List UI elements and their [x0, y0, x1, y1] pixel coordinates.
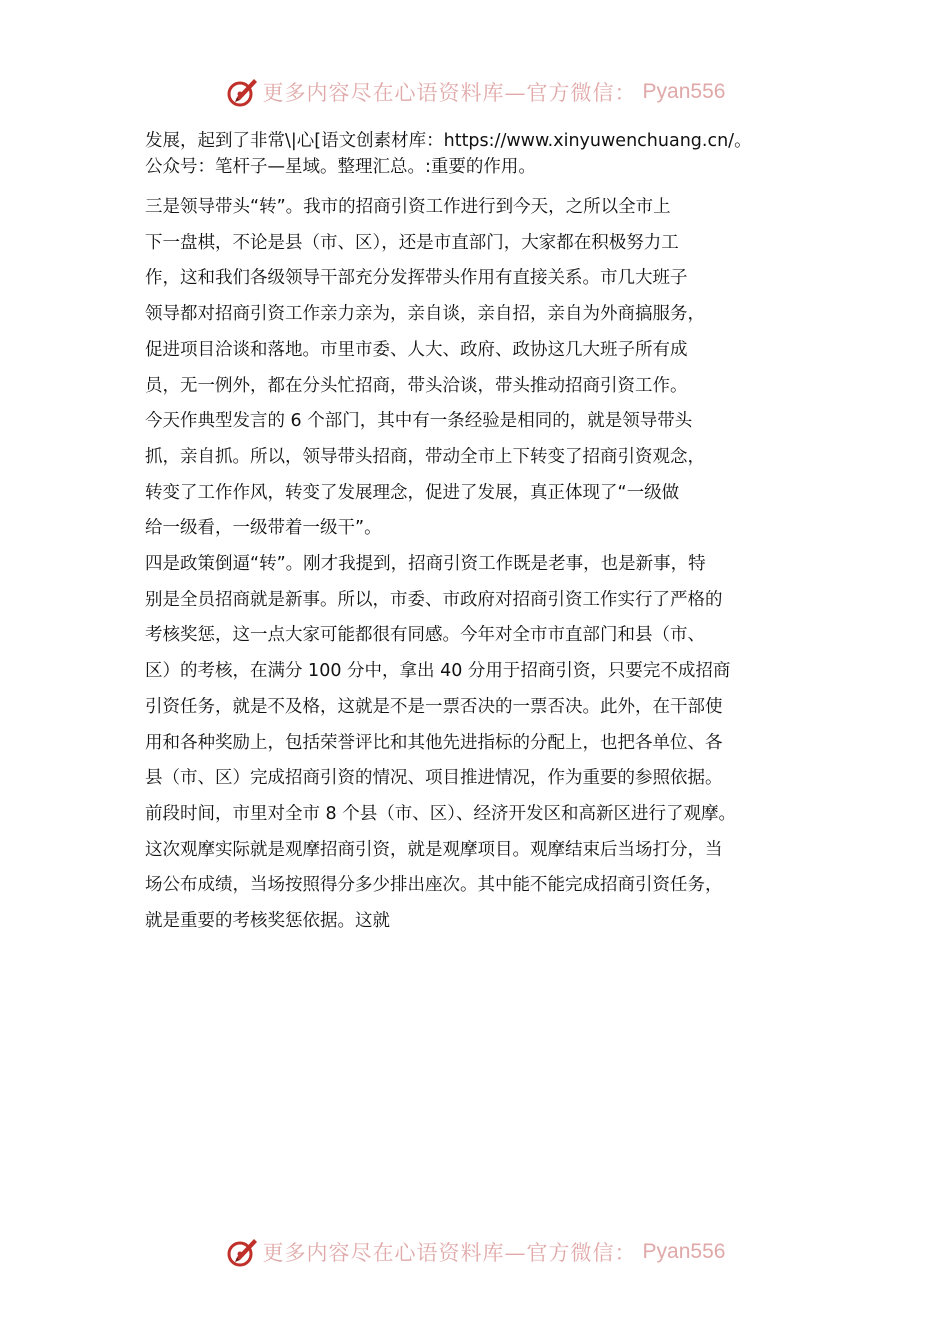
paragraph-leader-driven: [145, 190, 835, 547]
document-body: [145, 128, 835, 940]
paragraph-policy-driven: [145, 547, 835, 940]
paragraph-line: 别是全员招商就是新事。所以，市委、市政府对招商引资工作实行了严格的: [145, 589, 723, 610]
paragraph-line: 区）的考核，在满分 100 分中，拿出 40 分用于招商引资，只要完不成招商: [145, 661, 731, 682]
paragraph-line: 县（市、区）完成招商引资的情况、项目推进情况，作为重要的参照依据。: [145, 768, 723, 789]
banner-text: 更多内容尽在心语资料库—官方微信：: [262, 81, 637, 105]
intro-line: 发展，起到了非常\|心[语文创素材库：https://www.xinyuwenchuang.cn/。: [145, 131, 752, 151]
paragraph-line: 给一级看，一级带着一级干”。: [145, 518, 382, 539]
banner-wechat-id: Pyan556: [642, 1240, 726, 1263]
paragraph-line: 前段时间，市里对全市 8 个县（市、区）、经济开发区和高新区进行了观摩。: [145, 803, 737, 824]
paragraph-line: 三是领导带头“转”。我市的招商引资工作进行到今天，之所以全市上: [145, 197, 671, 217]
pen-logo-icon: [225, 75, 259, 109]
paragraph-line: 引资任务，就是不及格，这就是不是一票否决的一票否决。此外，在干部使: [145, 696, 723, 717]
paragraph-line: 四是政策倒逼“转”。刚才我提到，招商引资工作既是老事，也是新事，特: [145, 554, 706, 575]
paragraph-line: 就是重要的考核奖惩依据。这就: [145, 911, 390, 932]
paragraph-line: 促进项目洽谈和落地。市里市委、人大、政府、政协这几大班子所有成: [145, 339, 688, 360]
intro-line: 公众号：笔杆子—星域。整理汇总。:重要的作用。: [145, 157, 536, 177]
footer-banner: [0, 1228, 950, 1276]
paragraph-line: 转变了工作作风，转变了发展理念，促进了发展，真正体现了“一级做: [145, 482, 680, 503]
paragraph-line: 员，无一例外，都在分头忙招商，带头洽谈，带头推动招商引资工作。: [145, 375, 688, 396]
paragraph-line: 这次观摩实际就是观摩招商引资，就是观摩项目。观摩结束后当场打分，当: [145, 839, 723, 860]
paragraph-line: 抓，亲自抓。所以，领导带头招商，带动全市上下转变了招商引资观念，: [145, 446, 705, 467]
paragraph-line: 场公布成绩，当场按照得分多少排出座次。其中能不能完成招商引资任务，: [145, 875, 723, 896]
banner-wechat-id: Pyan556: [642, 80, 726, 103]
header-banner: [0, 68, 950, 116]
banner-text: 更多内容尽在心语资料库—官方微信：: [262, 1241, 637, 1265]
paragraph-line: 今天作典型发言的 6 个部门，其中有一条经验是相同的，就是领导带头: [145, 411, 693, 432]
paragraph-line: 下一盘棋，不论是县（市、区），还是市直部门，大家都在积极努力工: [145, 232, 679, 253]
paragraph-line: 作，这和我们各级领导干部充分发挥带头作用有直接关系。市几大班子: [145, 268, 688, 289]
paragraph-line: 领导都对招商引资工作亲力亲为，亲自谈，亲自招，亲自为外商搞服务，: [145, 304, 705, 325]
intro-block: [145, 128, 835, 180]
pen-logo-icon: [225, 1235, 259, 1269]
paragraph-line: 用和各种奖励上，包括荣誉评比和其他先进指标的分配上，也把各单位、各: [145, 732, 723, 753]
paragraph-line: 考核奖惩，这一点大家可能都很有同感。今年对全市市直部门和县（市、: [145, 625, 705, 646]
